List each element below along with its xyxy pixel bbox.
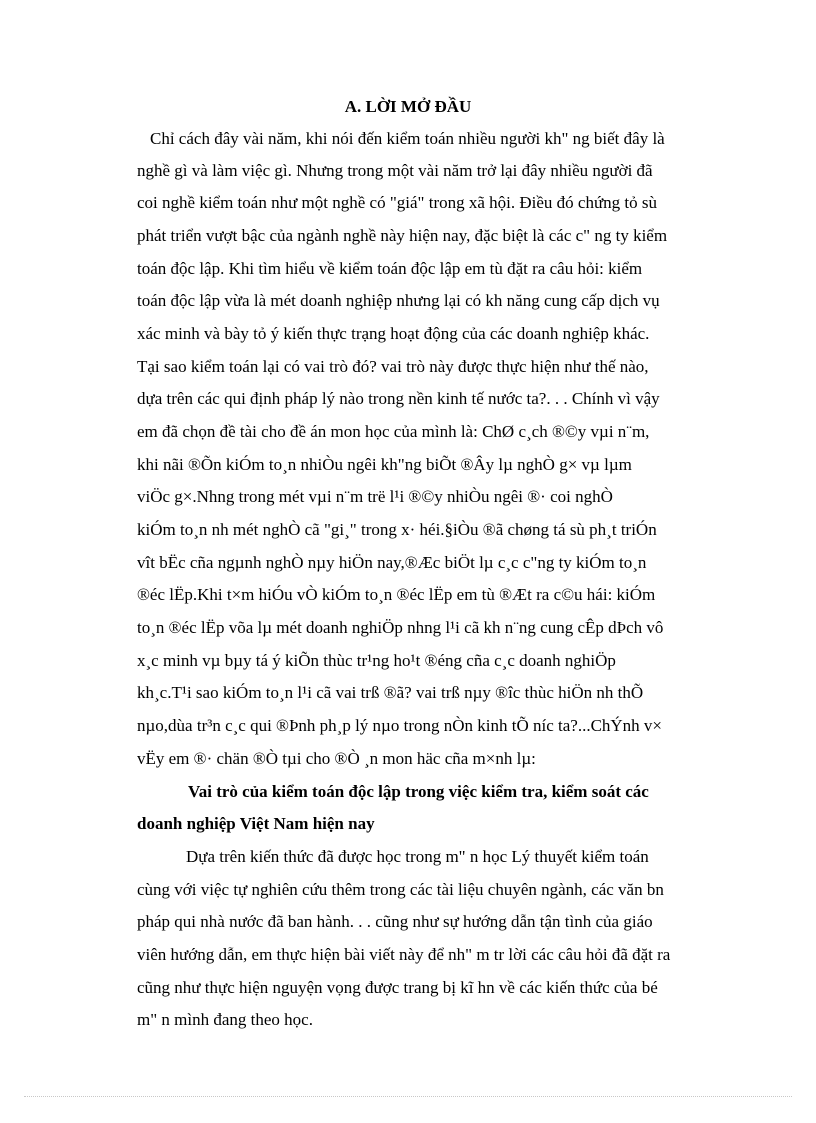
text-line: cũng như thực hiện nguyện vọng được trang bị kĩ hn về các kiến thức của bé bbox=[137, 978, 658, 997]
text-line: xác minh và bày tỏ ý kiến thực trạng hoạt động của các doanh nghiệp khác. bbox=[137, 324, 650, 343]
text-line: Tại sao kiểm toán lại có vai trò đó? vai trò này được thực hiện như thế nào, bbox=[137, 357, 649, 376]
text-line: vËy em ®· chän ®Ò tµi cho ®Ò ¸n mon häc cña m×nh lµ: bbox=[137, 749, 536, 768]
text-line: ®éc lËp.Khi t×m hiÓu vÒ kiÓm to¸n ®éc lËp em tù ®Æt ra c©u hái: kiÓm bbox=[137, 585, 656, 604]
page-bottom-divider bbox=[24, 1096, 792, 1097]
text-line: viÖc g×.Nhng trong mét vµi n¨m trë l¹i ®©y nhiÒu ngêi ®· coi nghÒ bbox=[137, 487, 613, 506]
text-line: viên hướng dẫn, em thực hiện bài viết này để nh" m tr lời các câu hỏi đã đặt ra bbox=[137, 945, 671, 964]
text-line: Dựa trên kiến thức đã được học trong m" n học Lý thuyết kiểm toán bbox=[186, 847, 649, 866]
text-line: kh¸c.T¹i sao kiÓm to¸n l¹i cã vai trß ®ã? vai trß nµy ®îc thùc hiÖn nh thÕ bbox=[137, 683, 644, 702]
text-line: khi nãi ®Õn kiÓm to¸n nhiÒu ngêi kh"ng biÕt ®Ây lµ nghÒ g× vµ lµm bbox=[137, 455, 632, 474]
text-line: cùng với việc tự nghiên cứu thêm trong các tài liệu chuyên ngành, các văn bn bbox=[137, 880, 664, 899]
section-heading: doanh nghiệp Việt Nam hiện nay bbox=[137, 814, 375, 833]
section-heading: Vai trò của kiểm toán độc lập trong việc kiểm tra, kiểm soát các bbox=[188, 782, 649, 801]
text-line: nµo,dùa tr³n c¸c qui ®Þnh ph¸p lý nµo trong nÒn kinh tÕ níc ta?...ChÝnh v× bbox=[137, 716, 663, 735]
text-line: em đã chọn đề tài cho đề án mon học của mình là: ChØ c¸ch ®©y vµi n¨m, bbox=[137, 422, 650, 441]
text-line: x¸c minh vµ bµy tá ý kiÕn thùc tr¹ng ho¹t ®éng cña c¸c doanh nghiÖp bbox=[137, 651, 616, 670]
text-line: nghề gì và làm việc gì. Nhưng trong một vài năm trở lại đây nhiều người đã bbox=[137, 161, 653, 180]
text-line: Chỉ cách đây vài năm, khi nói đến kiểm toán nhiều người kh" ng biết đây là bbox=[150, 129, 665, 148]
text-line: phát triển vượt bậc của ngành nghề này hiện nay, đặc biệt là các c" ng ty kiểm bbox=[137, 226, 668, 245]
text-line: m" n mình đang theo học. bbox=[137, 1010, 313, 1029]
text-line: toán độc lập. Khi tìm hiểu về kiểm toán độc lập em tù đặt ra câu hỏi: kiểm bbox=[137, 259, 643, 278]
text-line: kiÓm to¸n nh mét nghÒ cã "gi¸" trong x· héi.§iÒu ®ã chøng tá sù ph¸t triÓn bbox=[137, 520, 657, 539]
page-title: A. LỜI MỞ ĐẦU bbox=[344, 97, 472, 116]
text-line: to¸n ®éc lËp võa lµ mét doanh nghiÖp nhng l¹i cã kh n¨ng cung cÊp dÞch vô bbox=[137, 618, 664, 637]
text-line: toán độc lập vừa là mét doanh nghiệp nhưng lại có kh năng cung cấp dịch vụ bbox=[137, 291, 660, 310]
text-line: pháp qui nhà nước đã ban hành. . . cũng như sự hướng dẫn tận tình của giáo bbox=[137, 912, 653, 931]
text-line: vît bËc cña ngµnh nghÒ nµy hiÖn nay,®Æc biÖt lµ c¸c c"ng ty kiÓm to¸n bbox=[137, 553, 647, 572]
text-line: coi nghề kiểm toán như một nghề có "giá" trong xã hội. Điều đó chứng tỏ sù bbox=[137, 193, 658, 212]
text-line: dựa trên các qui định pháp lý nào trong nền kinh tế nước ta?. . . Chính vì vậy bbox=[137, 389, 660, 408]
